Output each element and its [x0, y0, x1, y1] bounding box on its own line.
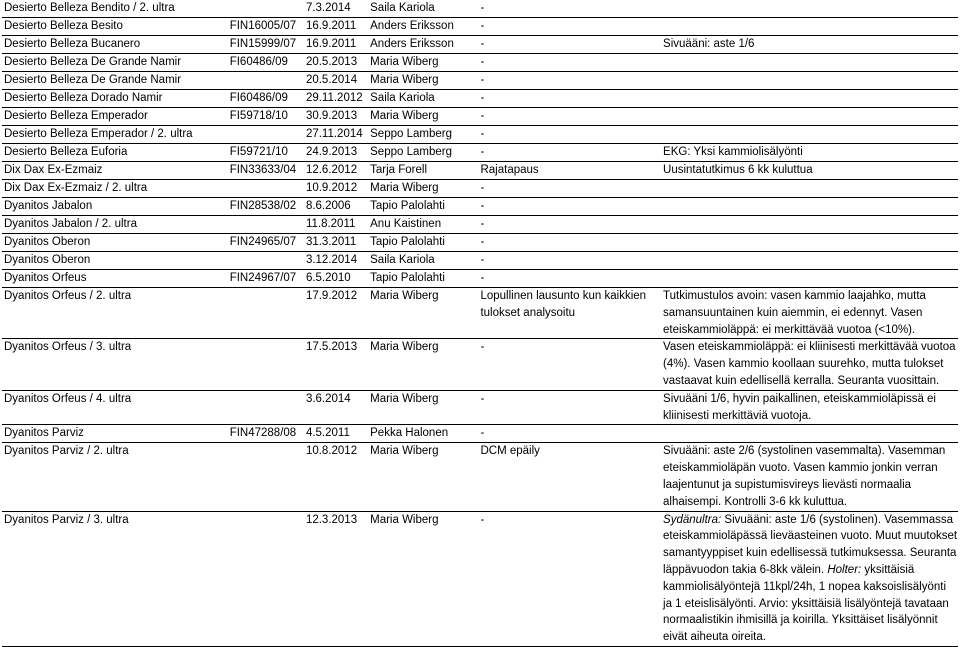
result-cell: -	[480, 128, 485, 140]
dog-name-cell: Desierto Belleza Emperador / 2. ultra	[4, 128, 193, 140]
result-cell: -	[480, 218, 485, 230]
vet-name-cell: Pekka Halonen	[370, 427, 449, 440]
vet-name-cell: Anders Eriksson	[370, 38, 454, 50]
exam-date-cell: 27.11.2014	[305, 128, 363, 140]
exam-date-cell: 10.9.2012	[305, 182, 358, 194]
registration-cell: FIN16005/07	[229, 20, 297, 32]
table-row	[2, 198, 958, 216]
exam-date-cell: 30.9.2013	[305, 110, 358, 122]
table-row	[2, 90, 958, 108]
table-row	[2, 339, 958, 390]
dog-name-cell: Desierto Belleza Bendito / 2. ultra	[4, 2, 175, 14]
dog-name-cell: Dyanitos Orfeus / 4. ultra	[4, 392, 132, 405]
result-cell: -	[480, 92, 485, 104]
table-row	[2, 54, 958, 72]
dog-name-cell: Desierto Belleza Besito	[4, 20, 123, 32]
vet-name-cell: Maria Wiberg	[370, 182, 439, 194]
note-text: Sivuääni: aste 1/6 (systolinen). Vasemmassa eteiskammioläpässä lieväasteinen vuoto. Muut muutokset samantyyppiset kuin edellisessä tutkimuksessa. Seuranta läppävuodon takia 6-8kk välein.	[663, 513, 958, 576]
result-cell: DCM epäily	[480, 445, 540, 458]
result-cell: -	[480, 182, 485, 194]
result-cell: -	[480, 272, 485, 284]
table-row	[2, 162, 958, 180]
dog-name-cell: Desierto Belleza Euforia	[4, 146, 128, 158]
exam-date-cell: 17.5.2013	[305, 341, 358, 354]
result-cell: -	[480, 38, 485, 50]
dog-name-cell: Dyanitos Oberon	[4, 254, 91, 266]
dog-name-cell: Dix Dax Ex-Ezmaiz / 2. ultra	[4, 182, 148, 194]
note-cell	[661, 126, 958, 144]
vet-name-cell: Maria Wiberg	[370, 341, 439, 354]
vet-name-cell: Maria Wiberg	[370, 110, 439, 122]
exam-date-cell: 17.9.2012	[305, 290, 358, 302]
registration-cell: FIN47288/08	[229, 427, 297, 440]
vet-name-cell: Anu Kaistinen	[370, 218, 442, 230]
note-cell: EKG: Yksi kammiolisälyönti	[663, 146, 803, 158]
result-cell: -	[480, 146, 485, 158]
registration-cell: FI59718/10	[229, 110, 288, 122]
note-cell	[661, 511, 958, 646]
registration-cell	[228, 390, 304, 425]
exam-date-cell: 4.5.2011	[305, 427, 350, 440]
vet-name-cell: Saila Kariola	[370, 2, 435, 14]
vet-name-cell: Maria Wiberg	[370, 74, 439, 86]
table-row	[2, 72, 958, 90]
dog-name-cell: Dix Dax Ex-Ezmaiz	[4, 164, 103, 176]
exam-date-cell: 16.9.2011	[305, 38, 357, 50]
note-cell	[661, 270, 958, 288]
note-cell: Uusintatutkimus 6 kk kuluttua	[663, 164, 813, 176]
result-cell: -	[480, 56, 485, 68]
vet-name-cell: Maria Wiberg	[370, 392, 439, 405]
registration-cell: FIN24965/07	[229, 236, 297, 248]
registration-cell: FIN28538/02	[229, 200, 297, 212]
registration-cell: FI60486/09	[229, 56, 288, 68]
registration-cell	[228, 511, 304, 646]
result-cell: -	[480, 200, 485, 212]
note-cell	[661, 0, 958, 18]
registration-cell	[228, 288, 304, 339]
table-row	[2, 0, 958, 18]
dog-name-cell: Dyanitos Orfeus / 3. ultra	[4, 341, 132, 354]
registration-cell: FIN24967/07	[229, 272, 297, 284]
table-row	[2, 288, 958, 339]
dog-name-cell: Dyanitos Jabalon	[4, 200, 93, 212]
registration-cell	[228, 252, 304, 270]
exam-date-cell: 11.8.2011	[305, 218, 356, 230]
note-cell: Sivuääni: aste 2/6 (systolinen vasemmalta). Vasemman eteiskammioläpän vuoto. Vasen kammio jonkin verran laajentunut ja supistumisvireys lievästi normaalia alhaisempi. Kontrolli 3-6 kk kuluttua.	[663, 445, 946, 508]
note-cell: Sivuääni 1/6, hyvin paikallinen, eteiskammioläpissä ei kliinisesti merkittäviä vuotoja.	[663, 392, 936, 422]
result-cell: -	[480, 341, 485, 354]
exam-date-cell: 29.11.2012	[305, 92, 363, 104]
note-label: Holter:	[827, 563, 862, 576]
exam-date-cell: 10.8.2012	[305, 445, 358, 458]
table-row	[2, 180, 958, 198]
vet-name-cell: Saila Kariola	[370, 254, 435, 266]
vet-name-cell: Seppo Lamberg	[370, 146, 452, 158]
table-row	[2, 270, 958, 288]
dog-name-cell: Desierto Belleza Bucanero	[4, 38, 141, 50]
result-cell: -	[480, 20, 485, 32]
dog-name-cell: Dyanitos Orfeus	[4, 272, 87, 284]
result-cell: -	[480, 427, 485, 440]
note-cell: Vasen eteiskammioläppä: ei kliinisesti merkittävää vuotoa (4%). Vasen kammio koollaan suurehko, mutta tulokset vastaavat kuin edellisellä kerralla. Seuranta vuosittain.	[663, 341, 956, 387]
dog-name-cell: Dyanitos Jabalon / 2. ultra	[4, 218, 137, 230]
result-cell: -	[480, 392, 485, 405]
vet-name-cell: Tapio Palolahti	[370, 200, 445, 212]
table-row	[2, 18, 958, 36]
note-cell	[661, 425, 958, 443]
vet-name-cell: Anders Eriksson	[370, 20, 454, 32]
registration-cell: FIN33633/04	[229, 164, 297, 176]
exam-date-cell: 20.5.2014	[305, 74, 358, 86]
dog-name-cell: Dyanitos Parviz	[4, 427, 84, 440]
table-row	[2, 126, 958, 144]
registration-cell: FI60486/09	[229, 92, 288, 104]
dog-name-cell: Desierto Belleza De Grande Namir	[4, 56, 182, 68]
registration-cell	[228, 443, 304, 511]
registration-cell	[228, 216, 304, 234]
vet-name-cell: Tapio Palolahti	[370, 236, 445, 248]
note-cell: Sivuääni: aste 1/6	[663, 38, 755, 50]
exam-date-cell: 31.3.2011	[305, 236, 357, 248]
table-row	[2, 252, 958, 270]
dog-name-cell: Dyanitos Parviz / 3. ultra	[4, 513, 129, 526]
exam-date-cell: 3.12.2014	[305, 254, 358, 266]
table-row	[2, 36, 958, 54]
result-cell: -	[480, 110, 485, 122]
vet-name-cell: Maria Wiberg	[370, 445, 439, 458]
exam-date-cell: 7.3.2014	[305, 2, 351, 14]
result-cell: Rajatapaus	[480, 164, 539, 176]
table-row	[2, 390, 958, 425]
table-row	[2, 108, 958, 126]
vet-name-cell: Maria Wiberg	[370, 513, 439, 526]
registration-cell: FI59721/10	[229, 146, 288, 158]
result-cell: -	[480, 254, 485, 266]
note-cell	[661, 216, 958, 234]
table-row	[2, 511, 958, 646]
exam-date-cell: 6.5.2010	[305, 272, 351, 284]
table-row	[2, 144, 958, 162]
dog-name-cell: Desierto Belleza Dorado Namir	[4, 92, 163, 104]
note-cell	[661, 108, 958, 126]
note-cell	[661, 252, 958, 270]
exam-date-cell: 12.6.2012	[305, 164, 358, 176]
registration-cell: FIN15999/07	[229, 38, 297, 50]
result-cell: Lopullinen lausunto kun kaikkien tulokset analysoitu	[480, 290, 647, 319]
exam-date-cell: 12.3.2013	[305, 513, 358, 526]
dog-name-cell: Dyanitos Parviz / 2. ultra	[4, 445, 129, 458]
exam-date-cell: 20.5.2013	[305, 56, 358, 68]
registration-cell	[228, 339, 304, 390]
exam-date-cell: 3.6.2014	[305, 392, 351, 405]
table-body	[2, 0, 958, 646]
vet-name-cell: Maria Wiberg	[370, 56, 439, 68]
registration-cell	[228, 72, 304, 90]
note-cell	[661, 72, 958, 90]
dog-name-cell: Dyanitos Oberon	[4, 236, 91, 248]
registration-cell	[228, 180, 304, 198]
exam-date-cell: 24.9.2013	[305, 146, 358, 158]
table-row	[2, 425, 958, 443]
exam-date-cell: 16.9.2011	[305, 20, 357, 32]
dog-name-cell: Dyanitos Orfeus / 2. ultra	[4, 290, 132, 302]
result-cell: -	[480, 513, 485, 526]
vet-name-cell: Tapio Palolahti	[370, 272, 445, 284]
note-cell	[661, 18, 958, 36]
note-cell: Tutkimustulos avoin: vasen kammio laajahko, mutta samansuuntainen kuin aiemmin, ei edennyt. Vasen eteiskammioläppä: ei merkittävää vuotoa (<10%).	[663, 290, 926, 336]
vet-name-cell: Maria Wiberg	[370, 290, 439, 302]
registration-cell	[228, 126, 304, 144]
vet-name-cell: Tarja Forell	[370, 164, 428, 176]
result-cell: -	[480, 74, 485, 86]
dog-name-cell: Desierto Belleza De Grande Namir	[4, 74, 182, 86]
note-cell	[661, 54, 958, 72]
result-cell: -	[480, 236, 485, 248]
heart-exam-table	[2, 0, 958, 647]
result-cell: -	[480, 2, 485, 14]
table-row	[2, 216, 958, 234]
note-cell	[661, 90, 958, 108]
table-row	[2, 234, 958, 252]
dog-name-cell: Desierto Belleza Emperador	[4, 110, 148, 122]
vet-name-cell: Seppo Lamberg	[370, 128, 452, 140]
table-row	[2, 443, 958, 511]
registration-cell	[228, 0, 304, 18]
note-label: Sydänultra:	[663, 513, 722, 526]
exam-date-cell: 8.6.2006	[305, 200, 351, 212]
vet-name-cell: Saila Kariola	[370, 92, 435, 104]
note-text: yksittäisiä kammiolisälyöntejä 11kpl/24h, 1 nopea kaksoislisälyönti ja 1 eteislisälyönti. Arvio: yksittäisiä lisälyöntejä tavataan normaalistikin ihmisillä ja koirilla. Yksittäiset lisälyönnit eivät aiheuta oireita.	[663, 563, 949, 644]
note-cell	[661, 234, 958, 252]
note-cell	[661, 180, 958, 198]
note-cell	[661, 198, 958, 216]
